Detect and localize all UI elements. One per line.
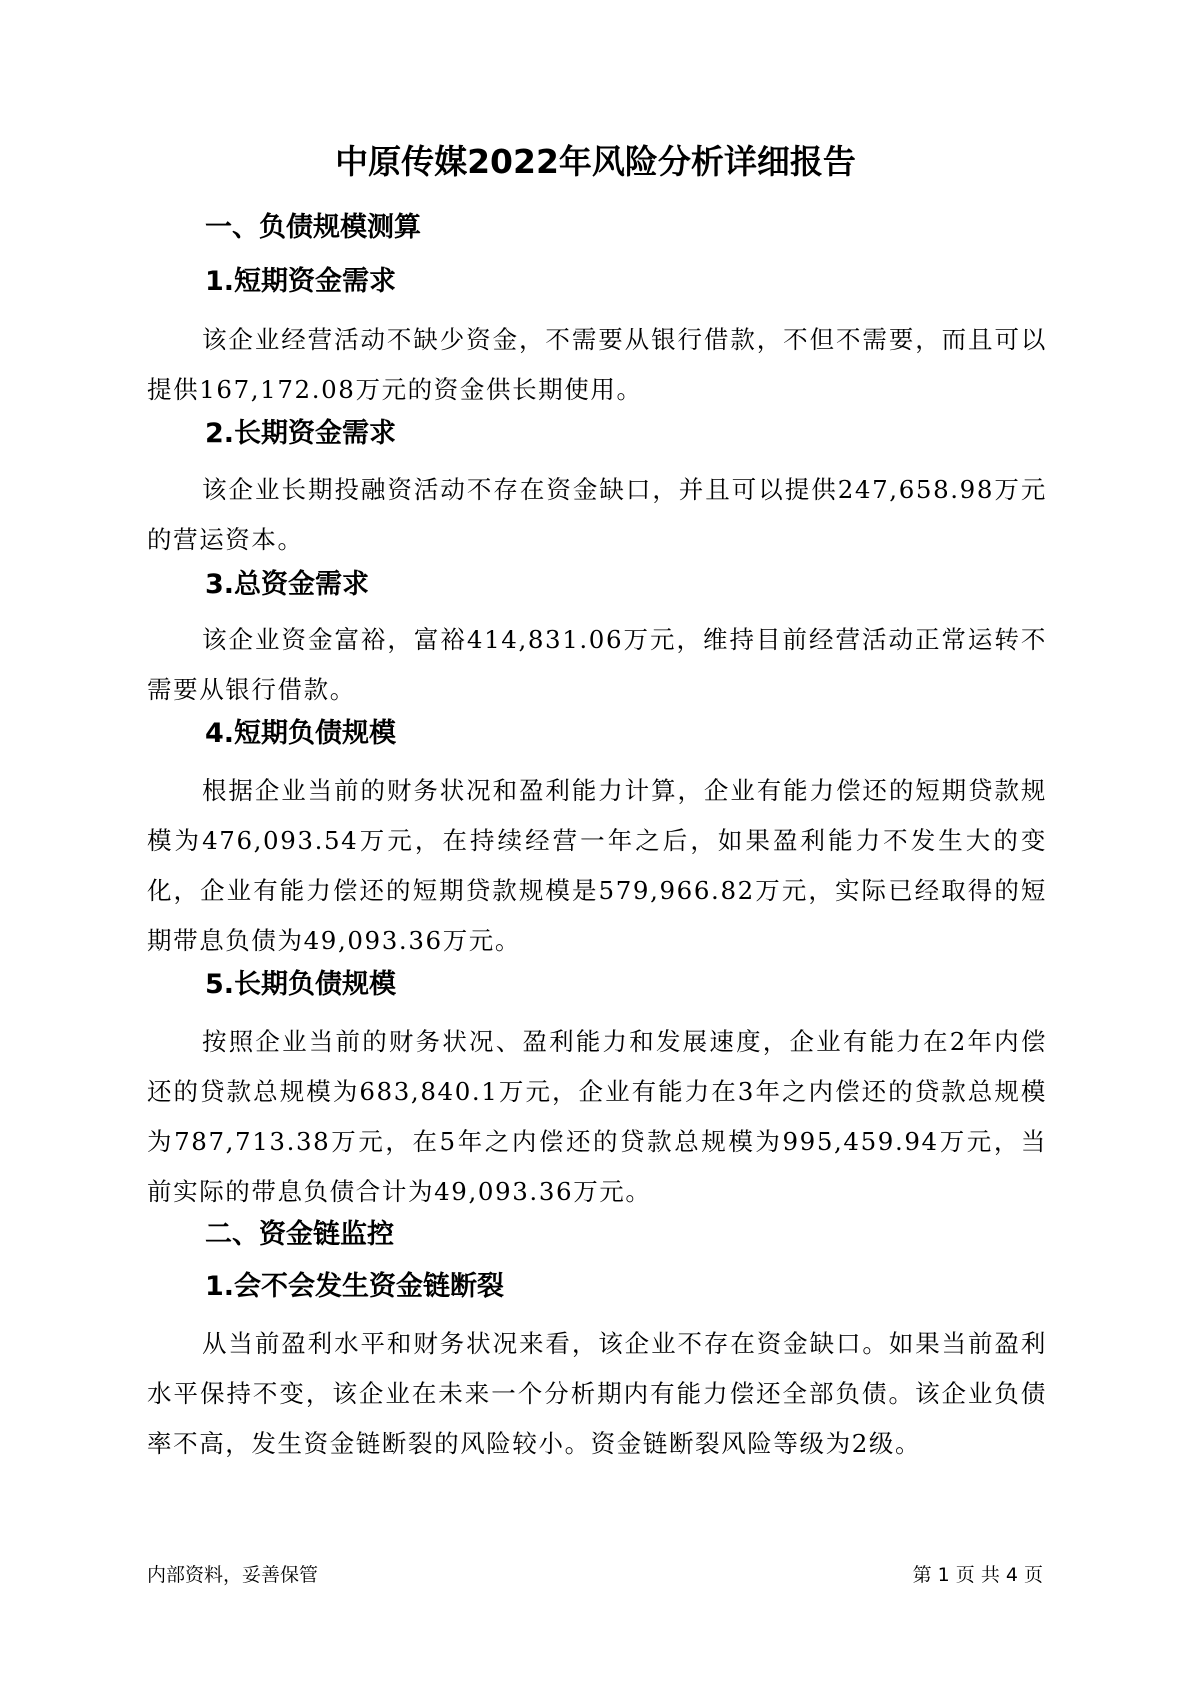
footer-confidential-note: 内部资料，妥善保管 xyxy=(147,1564,319,1586)
paragraph-2-1: 从当前盈利水平和财务状况来看，该企业不存在资金缺口。如果当前盈利水平保持不变，该企业在未来一个分析期内有能力偿还全部负债。该企业负债率不高，发生资金链断裂的风险较小。资金链断裂风险等级为2级。 xyxy=(147,1329,1047,1458)
subsection-heading-2-1: 1.会不会发生资金链断裂 xyxy=(205,1271,505,1302)
subsection-heading-1-2: 2.长期资金需求 xyxy=(205,418,397,449)
paragraph-1-2: 该企业长期投融资活动不存在资金缺口，并且可以提供247,658.98万元的营运资本。 xyxy=(147,475,1047,554)
subsection-heading-1-5: 5.长期负债规模 xyxy=(205,969,397,1000)
subsection-heading-1-4: 4.短期负债规模 xyxy=(205,718,397,749)
paragraph-1-3: 该企业资金富裕，富裕414,831.06万元，维持目前经营活动正常运转不需要从银行借款。 xyxy=(147,625,1047,704)
subsection-heading-1-1: 1.短期资金需求 xyxy=(205,266,397,297)
section-heading-1: 一、负债规模测算 xyxy=(205,212,421,243)
footer-page-number: 第 1 页 共 4 页 xyxy=(912,1564,1043,1586)
paragraph-1-5: 按照企业当前的财务状况、盈利能力和发展速度，企业有能力在2年内偿还的贷款总规模为683,840.1万元，企业有能力在3年之内偿还的贷款总规模为787,713.38万元，在5年之内偿还的贷款总规模为995,459.94万元，当前实际的带息负债合计为49,093.36万元。 xyxy=(147,1027,1047,1206)
section-heading-2: 二、资金链监控 xyxy=(205,1219,394,1250)
paragraph-1-1: 该企业经营活动不缺少资金，不需要从银行借款，不但不需要，而且可以提供167,172.08万元的资金供长期使用。 xyxy=(147,325,1047,404)
page-title: 中原传媒2022年风险分析详细报告 xyxy=(335,142,856,181)
subsection-heading-1-3: 3.总资金需求 xyxy=(205,569,370,600)
paragraph-1-4: 根据企业当前的财务状况和盈利能力计算，企业有能力偿还的短期贷款规模为476,093.54万元，在持续经营一年之后，如果盈利能力不发生大的变化，企业有能力偿还的短期贷款规模是579,966.82万元，实际已经取得的短期带息负债为49,093.36万元。 xyxy=(147,776,1047,955)
